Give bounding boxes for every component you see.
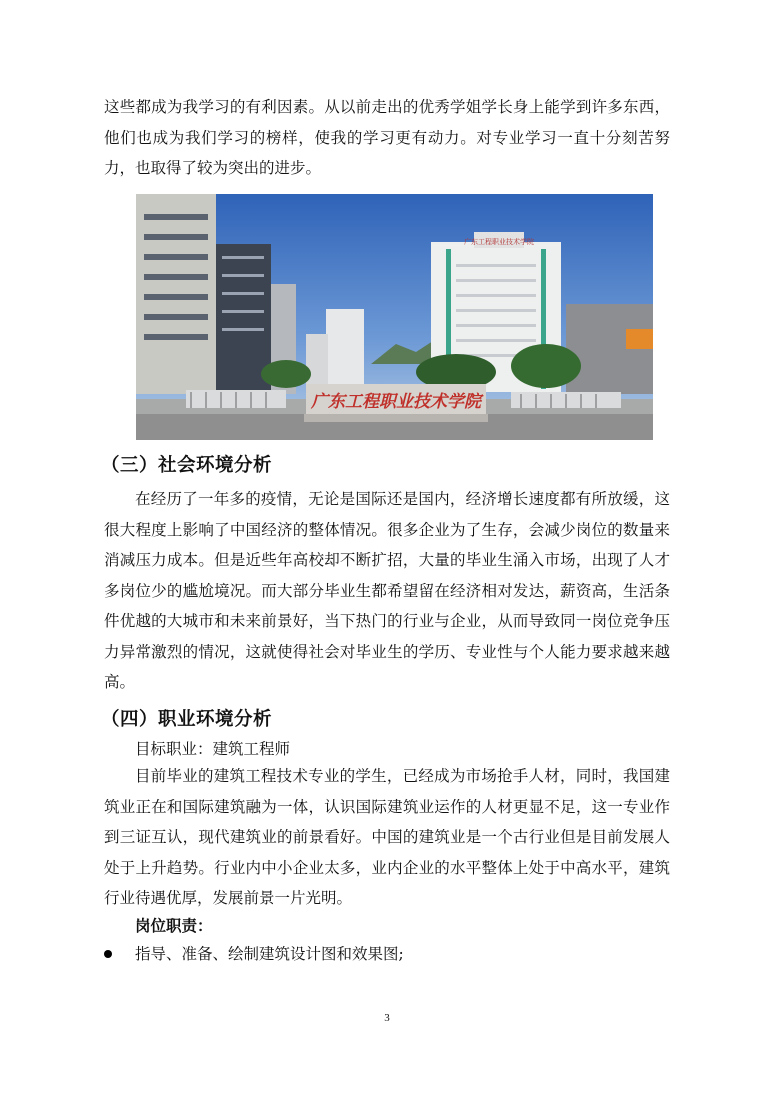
gate-sign: 广东工程职业技术学院 [311, 392, 481, 412]
bullet-icon [104, 950, 112, 958]
section4-paragraph: 目前毕业的建筑工程技术专业的学生，已经成为市场抢手人材，同时，我国建筑业正在和国际建筑融为一体，认识国际建筑业运作的人材更显不足，这一专业作到三证互认，现代建筑业的前景看好。中国的建筑业是一个古行业但是目前发展人处于上升趋势。行业内中小企业太多，业内企业的水平整体上处于中高水平，建筑行业待遇优厚，发展前景一片光明。 [104, 767, 670, 907]
section4-heading: （四）职业环境分析 [101, 709, 273, 730]
campus-gate-photo [136, 194, 653, 440]
section3-heading: （三）社会环境分析 [101, 455, 273, 476]
intro-paragraph: 这些都成为我学习的有利因素。从以前走出的优秀学姐学长身上能学到许多东西，他们也成为我们学习的榜样，使我的学习更有动力。对专业学习一直十分刻苦努力，也取得了较为突出的进步。 [104, 98, 670, 177]
target-job: 目标职业：建筑工程师 [135, 740, 291, 758]
duty-item: 指导、准备、绘制建筑设计图和效果图; [135, 945, 404, 963]
duties-label: 岗位职责： [135, 916, 213, 935]
building-sign: 广东工程职业技术学院 [464, 238, 534, 246]
page-number: 3 [384, 1012, 390, 1024]
section3-paragraph: 在经历了一年多的疫情，无论是国际还是国内，经济增长速度都有所放缓，这很大程度上影响了中国经济的整体情况。很多企业为了生存，会减少岗位的数量来消减压力成本。但是近些年高校却不断扩招，大量的毕业生涌入市场，出现了人才多岗位少的尴尬境况。而大部分毕业生都希望留在经济相对发达，薪资高，生活条件优越的大城市和未来前景好，当下热门的行业与企业，从而导致同一岗位竞争压力异常激烈的情况，这就使得社会对毕业生的学历、专业性与个人能力要求越来越高。 [104, 490, 670, 691]
